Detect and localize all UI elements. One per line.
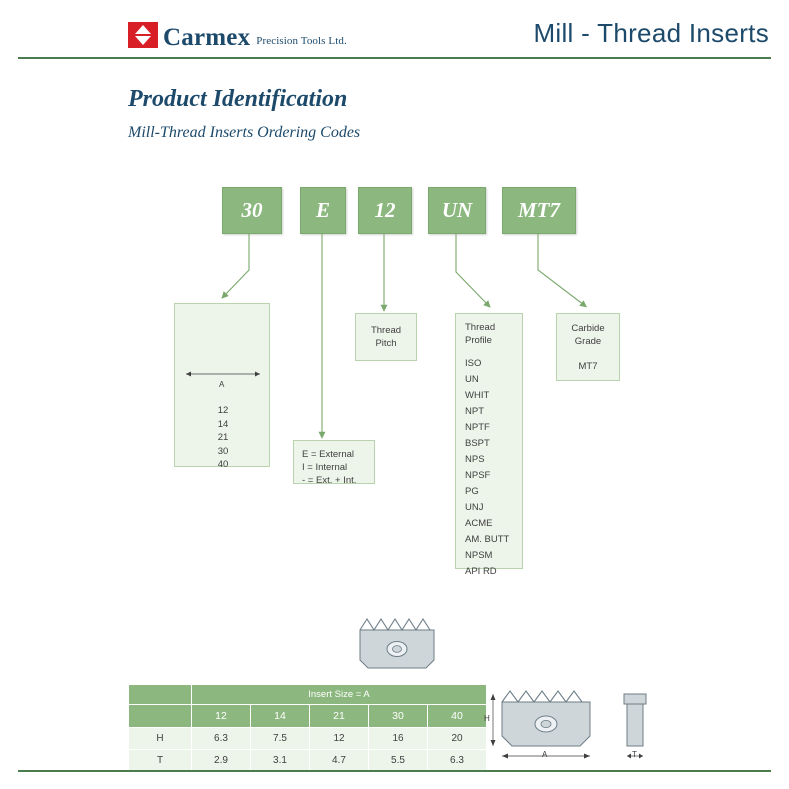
table-span-header: Insert Size = A — [192, 685, 487, 705]
dimension-a-label: A — [219, 380, 225, 389]
profile-title-line: Thread — [465, 322, 496, 333]
size-value: 40 — [217, 459, 229, 470]
drawing-label-a: A — [542, 750, 548, 759]
table-column-header: 40 — [428, 705, 487, 728]
table-column-header: 14 — [251, 705, 310, 728]
header-title: Mill - Thread Inserts — [533, 18, 769, 48]
table-header-row — [129, 685, 487, 705]
carmex-logo-icon — [128, 22, 158, 48]
table-corner-cell-2 — [129, 705, 192, 728]
carbide-grade-box — [556, 313, 620, 381]
grade-title-line: Carbide — [571, 322, 605, 334]
profile-value: NPSF — [465, 470, 491, 481]
size-value: 21 — [217, 432, 229, 443]
profile-value: NPS — [465, 454, 485, 465]
hand-line: - = Ext. + Int. — [302, 475, 357, 486]
page-subtitle: Mill-Thread Inserts Ordering Codes — [128, 124, 361, 141]
profile-title — [456, 314, 522, 347]
grade-title-line: Grade — [574, 335, 602, 347]
thread-pitch-box — [355, 313, 417, 361]
profile-value: ISO — [465, 358, 482, 369]
size-value: 30 — [217, 445, 229, 457]
insert-dimension-drawing — [484, 684, 664, 764]
hand-line: E = External — [302, 449, 355, 460]
table-cell: 3.1 — [251, 750, 310, 772]
table-cell: 5.5 — [369, 750, 428, 772]
table-cell: 6.3 — [428, 750, 487, 772]
insert-size-values — [175, 398, 271, 472]
grade-value: MT7 — [578, 360, 598, 372]
thread-profile-box — [455, 313, 523, 577]
size-value: 12 — [217, 405, 229, 416]
profile-title-line: Profile — [465, 335, 492, 346]
table-column-header: 30 — [369, 705, 428, 728]
hand-line: I = Internal — [302, 462, 348, 473]
table-cell: 2.9 — [192, 750, 251, 772]
table-cell: 4.7 — [310, 750, 369, 772]
hand-box — [293, 440, 375, 484]
table-cell: 6.3 — [192, 728, 251, 750]
profile-value: NPSM — [465, 550, 493, 561]
drawing-label-t: T — [632, 750, 637, 759]
insert-size-box — [174, 303, 270, 470]
pitch-line: Pitch — [375, 338, 397, 349]
footer-divider — [18, 770, 771, 772]
insert-dimensions-table — [128, 684, 487, 772]
code-chip-grade: MT7 — [502, 187, 576, 234]
code-chip-size: 30 — [222, 187, 282, 234]
profile-value: AM. BUTT — [465, 534, 510, 545]
table-column-header: 12 — [192, 705, 251, 728]
table-row-label: H — [129, 728, 192, 750]
logo-name: Carmex — [163, 24, 251, 51]
code-chip-profile: UN — [428, 187, 486, 234]
table-cell: 20 — [428, 728, 487, 750]
table-subheader-row — [129, 705, 487, 728]
profile-value: PG — [465, 486, 479, 497]
pitch-line: Thread — [370, 325, 402, 336]
profile-value: ACME — [465, 518, 493, 529]
insert-drawing — [356, 616, 438, 674]
carmex-logo — [128, 22, 347, 50]
table-row — [129, 750, 487, 772]
page-title: Product Identification — [128, 86, 348, 112]
table-row — [129, 728, 487, 750]
logo-subtitle: Precision Tools Ltd. — [256, 35, 347, 47]
drawing-label-h: H — [484, 714, 490, 723]
table-corner-cell — [129, 685, 192, 705]
code-chip-pitch: 12 — [358, 187, 412, 234]
code-chip-hand: E — [300, 187, 346, 234]
profile-value: UNJ — [465, 502, 484, 513]
profile-value: WHIT — [465, 390, 490, 401]
profile-value: BSPT — [465, 438, 490, 449]
profile-value: API RD — [465, 566, 497, 577]
header-divider — [18, 57, 771, 59]
profile-values — [456, 347, 522, 580]
profile-value: UN — [465, 374, 479, 385]
table-cell: 12 — [310, 728, 369, 750]
table-cell: 7.5 — [251, 728, 310, 750]
table-column-header: 21 — [310, 705, 369, 728]
profile-value: NPT — [465, 406, 484, 417]
table-row-label: T — [129, 750, 192, 772]
table-cell: 16 — [369, 728, 428, 750]
size-value: 14 — [217, 418, 229, 430]
page-header — [0, 0, 789, 62]
profile-value: NPTF — [465, 422, 490, 433]
